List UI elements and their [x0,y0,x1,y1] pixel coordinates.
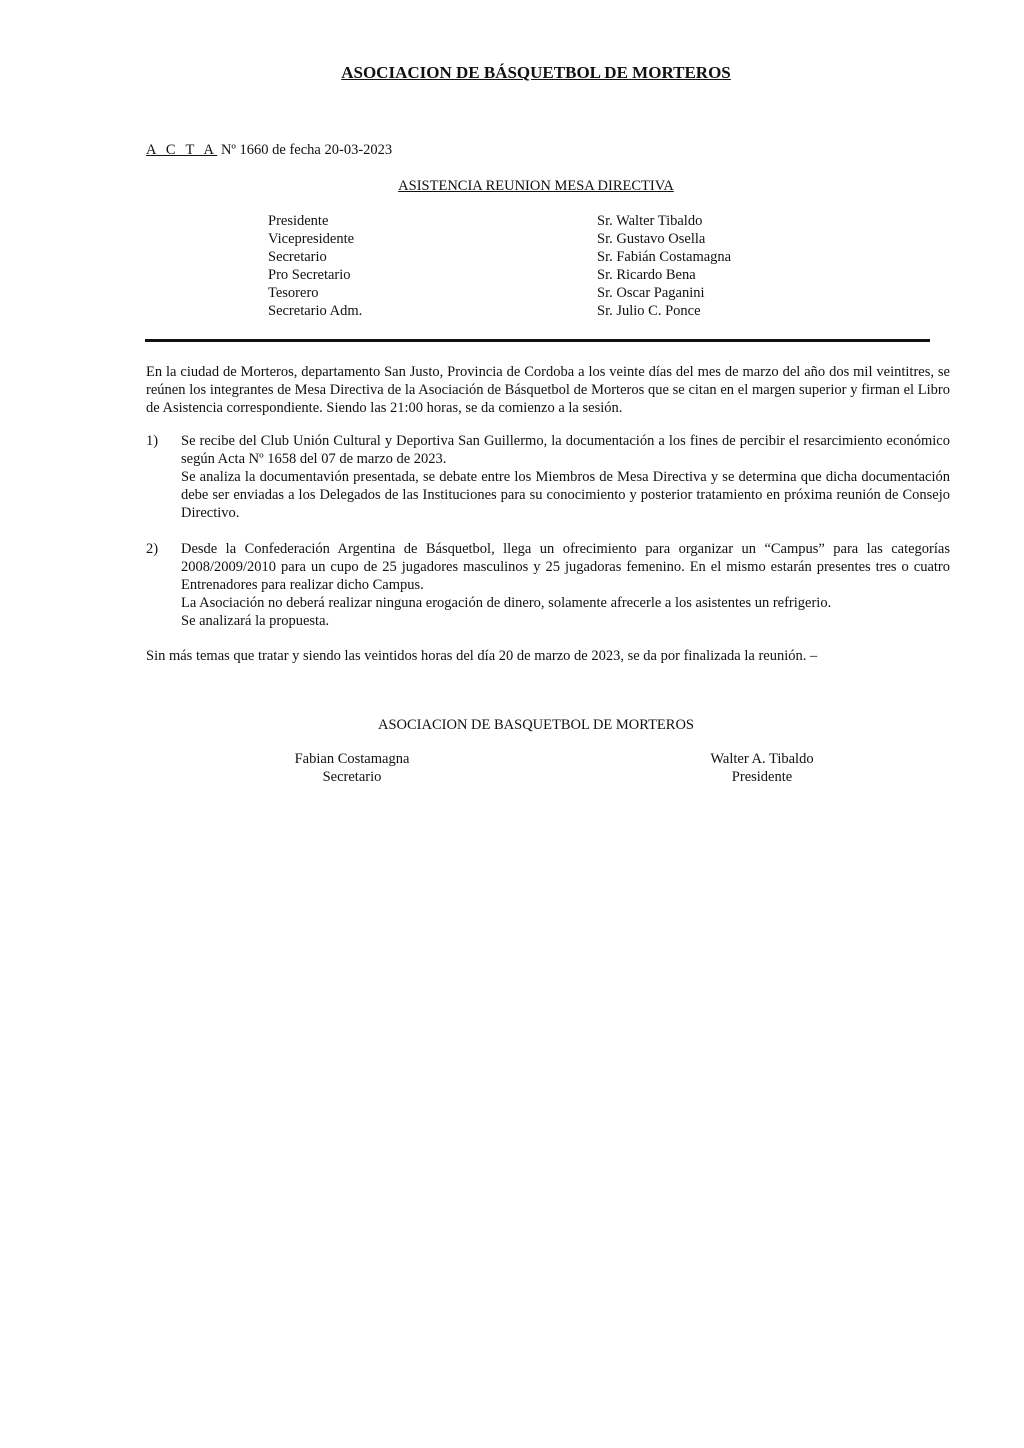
attendance-row [268,230,788,248]
signer-role: Secretario [322,769,382,785]
signature-organization: ASOCIACION DE BASQUETBOL DE MORTEROS [378,717,694,733]
closing-paragraph: Sin más temas que tratar y siendo las veintidos horas del día 20 de marzo de 2023, se da por finalizada la reunión. – [146,648,818,664]
member-name: Sr. Fabián Costamagna [597,249,732,265]
document-title: ASOCIACION DE BÁSQUETBOL DE MORTEROS [341,63,731,82]
signer-role: Presidente [731,769,793,785]
member-role: Pro Secretario [268,267,351,283]
acta-header [146,141,392,159]
divider-rule [145,339,930,342]
item-paragraph: Desde la Confederación Argentina de Básquetbol, llega un ofrecimiento para organizar un “Campus” para las categorías 2008/2009/2010 para un cupo de 25 jugadores masculinos y 25 jugadoras femenino. En el mismo estarán presentes tres o cuatro Entrenadores para realizar dicho Campus. [181,541,950,593]
item-number: 2) [146,541,159,557]
intro-paragraph: En la ciudad de Morteros, departamento San Justo, Provincia de Cordoba a los veinte días del mes de marzo del año dos mil veintitres, se reúnen los integrantes de Mesa Directiva de la Asociación de Básquetbol de Morteros que se citan en el margen superior y firman el Libro de Asistencia correspondiente. Siendo las 21:00 horas, se da comienzo a la sesión. [146,364,950,416]
agenda-item [181,540,950,630]
attendance-row [268,284,788,302]
member-name: Sr. Walter Tibaldo [597,213,703,229]
acta-number-date: Nº 1660 de fecha 20-03-2023 [217,142,393,158]
item-paragraph: La Asociación no deberá realizar ninguna erogación de dinero, solamente afrecerle a los asistentes un refrigerio. [181,595,832,611]
attendance-heading: ASISTENCIA REUNION MESA DIRECTIVA [398,178,674,194]
signature-president [686,750,838,786]
member-role: Secretario Adm. [268,303,363,319]
member-role: Vicepresidente [268,231,355,247]
item-paragraph: Se analizará la propuesta. [181,613,330,629]
item-paragraph: Se analiza la documentavión presentada, se debate entre los Miembros de Mesa Directiva y se determina que dicha documentación debe ser enviadas a los Delegados de las Instituciones para su conocimiento y posterior tratamiento en próxima reunión de Consejo Directivo. [181,469,950,521]
attendance-row [268,302,788,320]
signer-name: Walter A. Tibaldo [710,751,814,767]
member-name: Sr. Ricardo Bena [597,267,696,283]
acta-label: A C T A [146,142,218,158]
member-name: Sr. Gustavo Osella [597,231,706,247]
agenda-item [181,432,950,522]
member-role: Presidente [268,213,329,229]
member-role: Tesorero [268,285,319,301]
attendance-row [268,212,788,230]
attendance-row [268,248,788,266]
member-role: Secretario [268,249,327,265]
item-paragraph: Se recibe del Club Unión Cultural y Deportiva San Guillermo, la documentación a los fines de percibir el resarcimiento económico según Acta Nº 1658 del 07 de marzo de 2023. [181,433,950,467]
item-number: 1) [146,433,159,449]
signature-secretary [280,750,424,786]
member-name: Sr. Oscar Paganini [597,285,705,301]
attendance-row [268,266,788,284]
signer-name: Fabian Costamagna [294,751,410,767]
member-name: Sr. Julio C. Ponce [597,303,701,319]
attendance-list [268,212,788,320]
